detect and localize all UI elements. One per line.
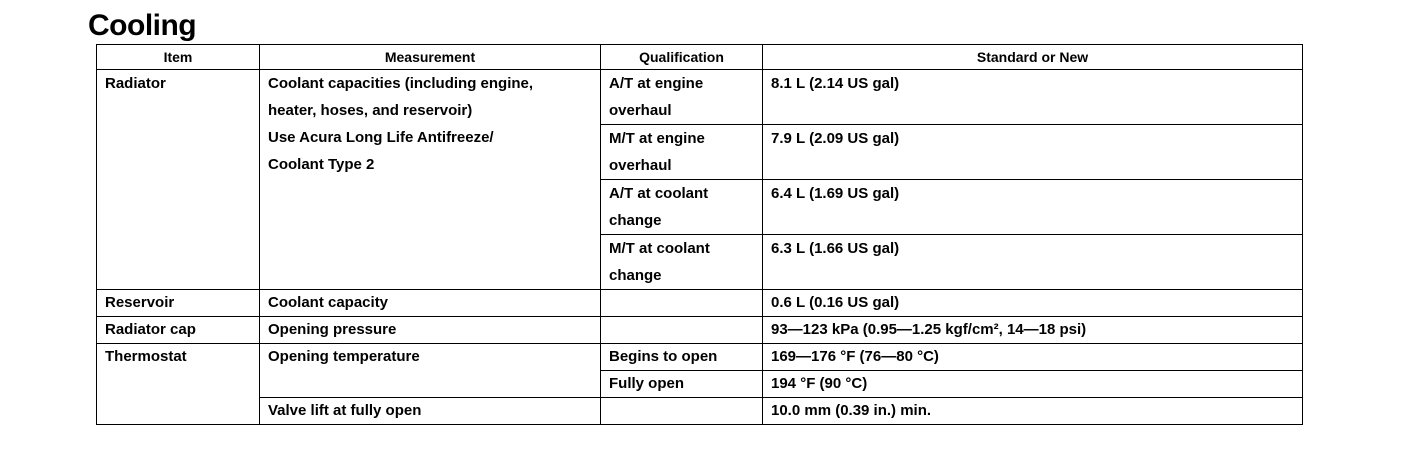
item-radiator-cap: Radiator cap [97, 317, 260, 344]
standard-value: 169—176 °F (76—80 °C) [763, 344, 1303, 371]
qualification-cell: Fully open [601, 371, 763, 398]
table-row [97, 317, 1303, 344]
measurement-line: heater, hoses, and reservoir) [268, 102, 473, 119]
measurement-line: Coolant capacities (including engine, [268, 75, 534, 92]
measurement-cell: Coolant capacity [260, 290, 601, 317]
qualification-cell [601, 235, 763, 290]
standard-value: 194 °F (90 °C) [763, 371, 1303, 398]
qualification-line: change [609, 267, 662, 284]
standard-value: 6.3 L (1.66 US gal) [763, 235, 1303, 290]
item-thermostat: Thermostat [97, 344, 260, 425]
measurement-coolant-capacities [260, 70, 601, 290]
header-standard: Standard or New [763, 45, 1303, 70]
table-row [97, 70, 1303, 125]
qualification-cell [601, 70, 763, 125]
standard-value: 7.9 L (2.09 US gal) [763, 125, 1303, 180]
header-item: Item [97, 45, 260, 70]
qualification-line: overhaul [609, 157, 672, 174]
qualification-line: change [609, 212, 662, 229]
qualification-cell [601, 317, 763, 344]
qualification-line: A/T at engine [609, 75, 704, 92]
measurement-line: Coolant Type 2 [268, 156, 375, 173]
qualification-cell: Begins to open [601, 344, 763, 371]
measurement-line: Use Acura Long Life Antifreeze/ [268, 129, 494, 146]
qualification-line: M/T at coolant [609, 240, 710, 257]
header-measurement: Measurement [260, 45, 601, 70]
table-row [97, 290, 1303, 317]
cooling-spec-table [96, 44, 1303, 425]
qualification-cell [601, 125, 763, 180]
standard-value: 10.0 mm (0.39 in.) min. [763, 398, 1303, 425]
page-title: Cooling [88, 9, 197, 42]
header-qualification: Qualification [601, 45, 763, 70]
qualification-cell [601, 180, 763, 235]
qualification-line: A/T at coolant [609, 185, 709, 202]
qualification-line: M/T at engine [609, 130, 705, 147]
qualification-cell [601, 398, 763, 425]
standard-value: 8.1 L (2.14 US gal) [763, 70, 1303, 125]
standard-value: 6.4 L (1.69 US gal) [763, 180, 1303, 235]
qualification-cell [601, 290, 763, 317]
measurement-cell: Opening pressure [260, 317, 601, 344]
measurement-cell: Opening temperature [260, 344, 601, 398]
item-reservoir: Reservoir [97, 290, 260, 317]
standard-value: 93—123 kPa (0.95—1.25 kgf/cm², 14—18 psi) [763, 317, 1303, 344]
table-row [97, 398, 1303, 425]
table-row [97, 344, 1303, 371]
header-row [97, 45, 1303, 70]
qualification-line: overhaul [609, 102, 672, 119]
measurement-cell: Valve lift at fully open [260, 398, 601, 425]
item-radiator: Radiator [97, 70, 260, 290]
standard-value: 0.6 L (0.16 US gal) [763, 290, 1303, 317]
